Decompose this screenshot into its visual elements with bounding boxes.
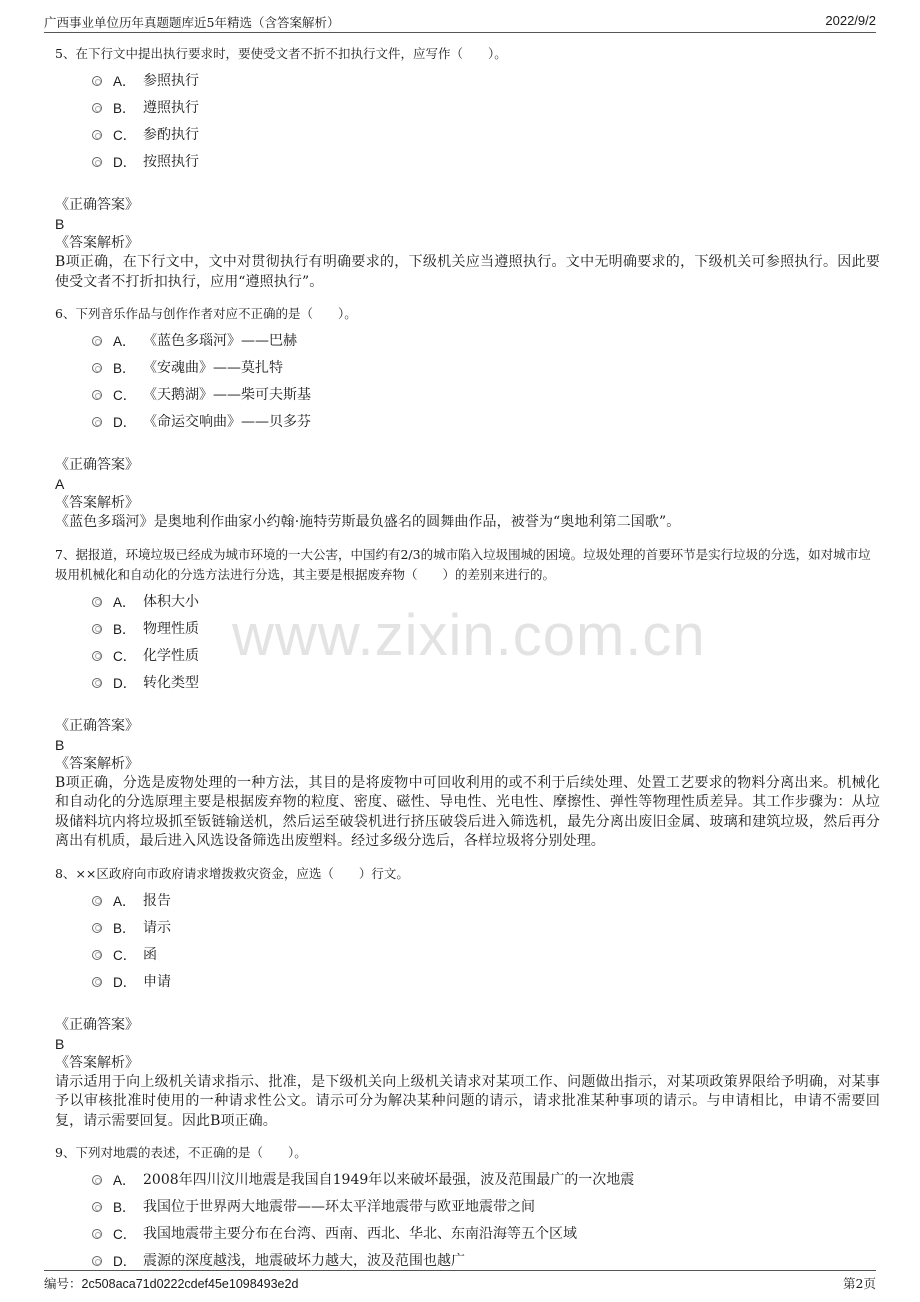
option-text: 按照执行 [143, 154, 199, 170]
option-letter: D． [113, 675, 137, 691]
radio-button[interactable] [92, 977, 102, 987]
option-c[interactable] [55, 942, 880, 969]
radio-button[interactable] [92, 1175, 102, 1185]
option-letter: C． [113, 947, 137, 963]
option-b[interactable] [55, 915, 880, 942]
page-number [843, 1274, 876, 1292]
option-letter: B． [113, 101, 136, 116]
option-text: 请示 [143, 919, 171, 936]
page-footer [44, 1270, 876, 1295]
radio-button[interactable] [92, 950, 102, 960]
option-letter: C． [113, 388, 137, 403]
option-text: 2008年四川汶川地震是我国自1949年以来破坏最强，波及范围最广的一次地震 [143, 1172, 635, 1188]
option-a[interactable] [55, 888, 880, 915]
option-text: 参酌执行 [143, 127, 199, 143]
radio-button[interactable] [92, 130, 102, 140]
option-letter: D． [113, 1254, 137, 1269]
option-text: 化学性质 [143, 647, 199, 664]
code-value: 2c508aca71d0222cdef45e1098493e2d [81, 1277, 299, 1291]
option-c[interactable] [55, 1221, 880, 1248]
option-b[interactable] [55, 616, 880, 643]
analysis-label: 《答案解析》 [55, 495, 139, 511]
option-c[interactable] [55, 382, 880, 409]
option-text: 报告 [143, 892, 171, 909]
option-letter: D． [113, 974, 137, 990]
option-text: 申请 [143, 973, 171, 990]
option-letter: A． [113, 74, 136, 89]
question-stem: 5、在下行文中提出执行要求时，要使受文者不折不扣执行文件，应写作（ ）。 [55, 46, 507, 61]
option-letter: A． [113, 893, 136, 909]
option-text: 震源的深度越浅，地震破坏力越大，波及范围也越广 [143, 1253, 465, 1269]
option-letter: B． [113, 361, 136, 376]
option-letter: A． [113, 334, 136, 349]
option-text: 《天鹅湖》——柴可夫斯基 [143, 387, 311, 403]
option-text: 《安魂曲》——莫扎特 [143, 360, 283, 376]
option-text: 《蓝色多瑙河》——巴赫 [143, 333, 297, 349]
option-d[interactable] [55, 670, 880, 697]
option-d[interactable] [55, 149, 880, 176]
analysis-label: 《答案解析》 [55, 755, 139, 772]
option-b[interactable] [55, 95, 880, 122]
option-text: 转化类型 [143, 674, 199, 691]
analysis-text: B项正确，分选是废物处理的一种方法，其目的是将废物中可回收利用的或不利于后续处理、处置工艺要求的物料分离出来。机械化和自动化的分选原理主要是根据废弃物的粒度、密度、磁性、导电性、光电性、摩擦性、弹性等物理性质差异。其工作步骤为：从垃圾储料坑内将垃圾抓至钣链输送机，然后运至破袋机进行挤压破袋后进入筛选机，最先分离出废旧金属、玻璃和建筑垃圾，然后再分离出有机质，最后进入风选设备筛选出废塑料。经过多级分选后，各样垃圾将分别处理。 [55, 774, 880, 849]
radio-button[interactable] [92, 624, 102, 634]
question-stem: 9、下列对地震的表述，不正确的是（ ）。 [55, 1145, 307, 1160]
code-label: 编号： [44, 1276, 82, 1291]
radio-button[interactable] [92, 923, 102, 933]
answer-label: 《正确答案》 [55, 1016, 139, 1033]
answer-value: B [55, 1035, 65, 1052]
radio-button[interactable] [92, 363, 102, 373]
analysis-text: B项正确，在下行文中，文中对贯彻执行有明确要求的，下级机关应当遵照执行。文中无明确要求的，下级机关可参照执行。因此要使受文者不打折扣执行，应用“遵照执行”。 [55, 254, 880, 290]
answer-label: 《正确答案》 [55, 457, 139, 473]
radio-button[interactable] [92, 651, 102, 661]
page-value: 2 [855, 1276, 864, 1291]
option-text: 函 [143, 946, 157, 963]
option-d[interactable] [55, 409, 880, 436]
option-c[interactable] [55, 643, 880, 670]
option-a[interactable] [55, 328, 880, 355]
analysis-label: 《答案解析》 [55, 235, 139, 251]
option-text: 我国地震带主要分布在台湾、西南、西北、华北、东南沿海等五个区域 [143, 1226, 577, 1242]
answer-label: 《正确答案》 [55, 197, 139, 213]
analysis-label: 《答案解析》 [55, 1054, 139, 1071]
option-text: 物理性质 [143, 620, 199, 637]
radio-button[interactable] [92, 76, 102, 86]
page-suffix: 页 [863, 1276, 876, 1291]
answer-value: A [55, 476, 65, 492]
document-code [44, 1274, 298, 1292]
radio-button[interactable] [92, 896, 102, 906]
option-a[interactable] [55, 589, 880, 616]
radio-button[interactable] [92, 417, 102, 427]
radio-button[interactable] [92, 678, 102, 688]
answer-label: 《正确答案》 [55, 717, 139, 734]
radio-button[interactable] [92, 1229, 102, 1239]
question-7 [55, 545, 880, 864]
watermark: www.zixin.com.cn [232, 603, 706, 668]
radio-button[interactable] [92, 1202, 102, 1212]
option-d[interactable] [55, 969, 880, 996]
option-letter: C． [113, 128, 137, 143]
analysis-text: 《蓝色多瑙河》是奥地利作曲家小约翰·施特劳斯最负盛名的圆舞曲作品，被誉为“奥地利第二国歌”。 [55, 514, 681, 530]
option-text: 参照执行 [143, 73, 199, 89]
option-b[interactable] [55, 355, 880, 382]
radio-button[interactable] [92, 597, 102, 607]
option-text: 遵照执行 [143, 100, 199, 116]
answer-value: B [55, 736, 65, 753]
analysis-text: 请示适用于向上级机关请求指示、批准，是下级机关向上级机关请求对某项工作、问题做出指示，对某项政策界限给予明确，对某事予以审核批准时使用的一种请求性公文。请示可分为解决某种问题的请示，请求批准某种事项的请示。与申请相比，申请不需要回复，请示需要回复。因此B项正确。 [55, 1073, 880, 1129]
page-header [44, 10, 876, 33]
option-letter: C． [113, 648, 137, 664]
radio-button[interactable] [92, 336, 102, 346]
radio-button[interactable] [92, 390, 102, 400]
option-letter: C． [113, 1227, 137, 1242]
option-c[interactable] [55, 122, 880, 149]
radio-button[interactable] [92, 157, 102, 167]
document-date: 2022/9/2 [825, 13, 876, 28]
page-prefix: 第 [843, 1276, 856, 1291]
radio-button[interactable] [92, 103, 102, 113]
option-text: 体积大小 [143, 593, 199, 610]
question-8 [55, 864, 880, 1144]
option-a[interactable] [55, 68, 880, 95]
option-b[interactable] [55, 1194, 880, 1221]
option-letter: A． [113, 1173, 136, 1188]
answer-value: B [55, 216, 65, 232]
question-6 [55, 304, 880, 545]
question-stem: 6、下列音乐作品与创作作者对应不正确的是（ ）。 [55, 306, 357, 321]
question-9 [55, 1143, 880, 1275]
question-stem: 8、××区政府向市政府请求增拨救灾资金，应选（ ）行文。 [55, 865, 409, 881]
radio-button[interactable] [92, 1256, 102, 1266]
question-5 [55, 44, 880, 304]
option-letter: D． [113, 415, 137, 430]
option-letter: B． [113, 920, 136, 936]
option-letter: B． [113, 1200, 136, 1215]
question-list [55, 44, 880, 1275]
option-text: 我国位于世界两大地震带——环太平洋地震带与欧亚地震带之间 [143, 1199, 535, 1215]
option-letter: B． [113, 621, 136, 637]
option-letter: A． [113, 594, 136, 610]
question-stem: 7、据报道，环境垃圾已经成为城市环境的一大公害，中国约有2/3的城市陷入垃圾围城的困境。垃圾处理的首要环节是实行垃圾的分选，如对城市垃圾用机械化和自动化的分选方法进行分选，其主要是根据废弃物（ ）的差别来进行的。 [55, 546, 871, 582]
option-text: 《命运交响曲》——贝多芬 [143, 414, 311, 430]
document-title: 广西事业单位历年真题题库近5年精选（含答案解析） [44, 15, 340, 30]
option-letter: D． [113, 155, 137, 170]
option-a[interactable] [55, 1167, 880, 1194]
